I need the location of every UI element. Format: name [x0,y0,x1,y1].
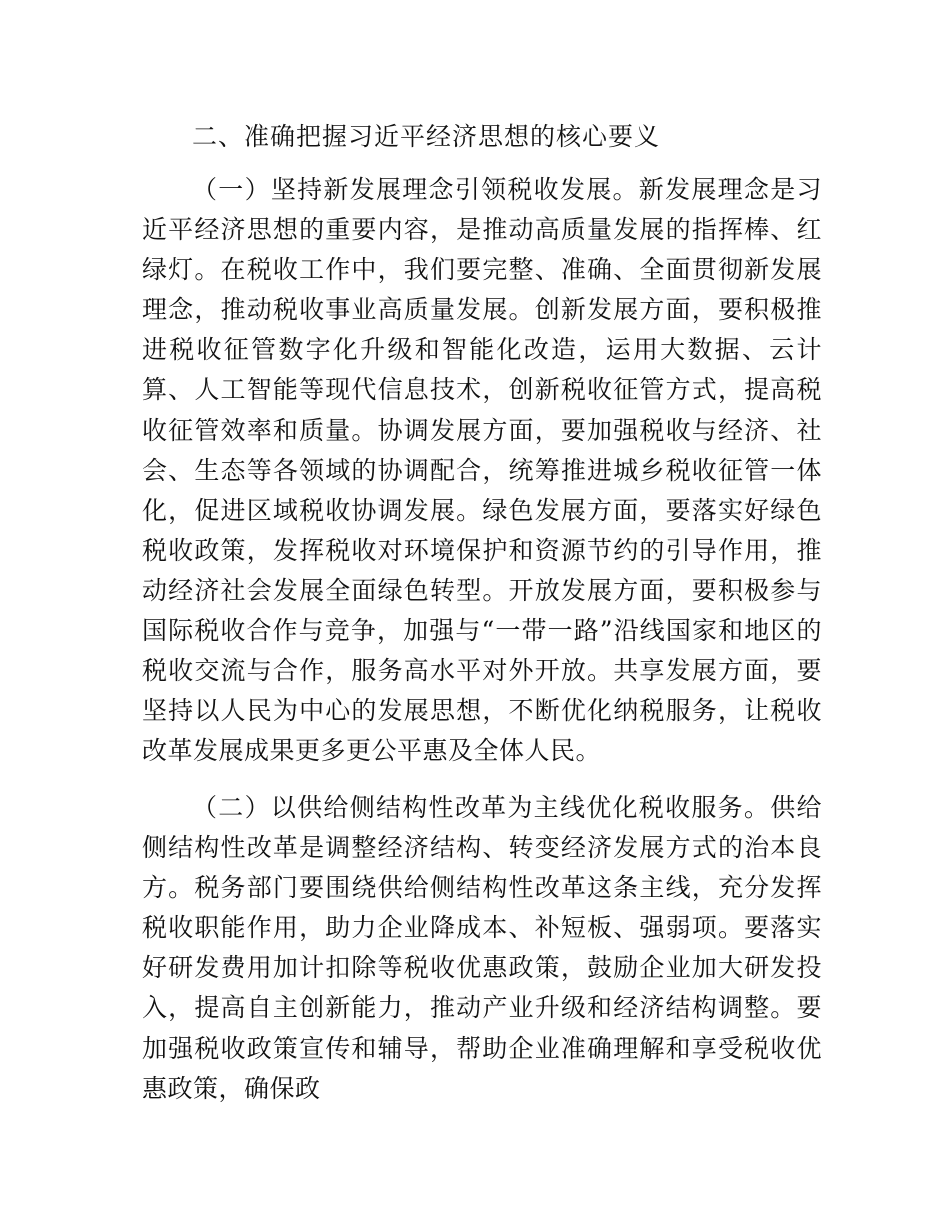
paragraph-supply-side-reform: （二）以供给侧结构性改革为主线优化税收服务。供给侧结构性改革是调整经济结构、转变经济发展方式的治本良方。税务部门要围绕供给侧结构性改革这条主线，充分发挥税收职能作用，助力企业降成本、补短板、强弱项。要落实好研发费用加计扣除等税收优惠政策，鼓励企业加大研发投入，提高自主创新能力，推动产业升级和经济结构调整。要加强税收政策宣传和辅导，帮助企业准确理解和享受税收优惠政策，确保政 [142,793,822,1103]
paragraph-new-development-concept: （一）坚持新发展理念引领税收发展。新发展理念是习近平经济思想的重要内容，是推动高质量发展的指挥棒、红绿灯。在税收工作中，我们要完整、准确、全面贯彻新发展理念，推动税收事业高质量发展。创新发展方面，要积极推进税收征管数字化升级和智能化改造，运用大数据、云计算、人工智能等现代信息技术，创新税收征管方式，提高税收征管效率和质量。协调发展方面，要加强税收与经济、社会、生态等各领域的协调配合，统筹推进城乡税收征管一体化，促进区域税收协调发展。绿色发展方面，要落实好绿色税收政策，发挥税收对环境保护和资源节约的引导作用，推动经济社会发展全面绿色转型。开放发展方面，要积极参与国际税收合作与竞争，加强与“一带一路”沿线国家和地区的税收交流与合作，服务高水平对外开放。共享发展方面，要坚持以人民为中心的发展思想，不断优化纳税服务，让税收改革发展成果更多更公平惠及全体人民。 [142,175,822,766]
section-heading: 二、准确把握习近平经济思想的核心要义 [192,122,661,151]
